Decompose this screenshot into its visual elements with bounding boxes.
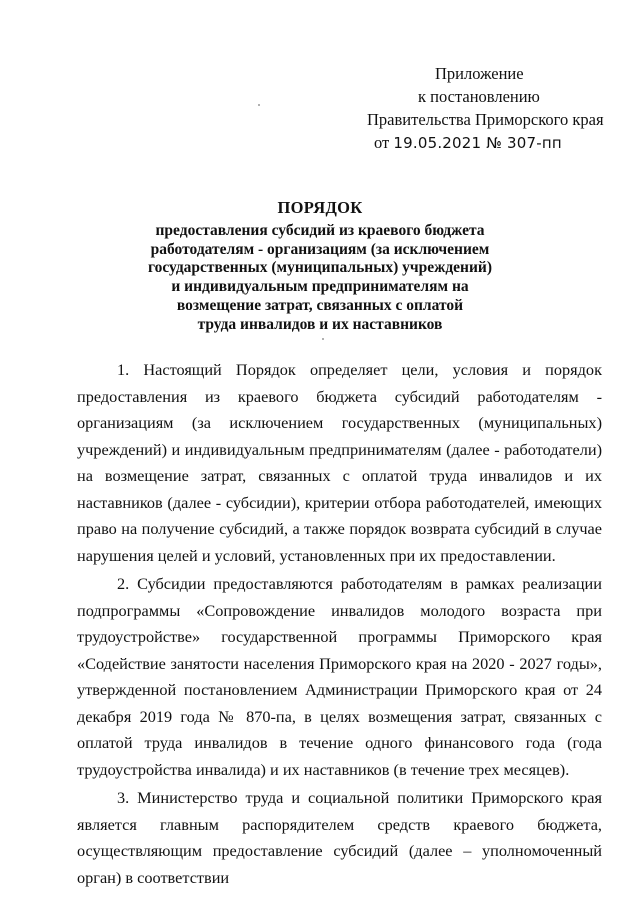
subtitle-line: государственных (муниципальных) учреждений) [147,259,493,277]
scan-speck [322,338,324,340]
document-subtitle [0,222,640,334]
document-title: ПОРЯДОК [277,198,363,217]
paragraph-1: 1. Настоящий Порядок определяет цели, условия и порядок предоставления из краевого бюджета субсидий работодателям - организациям (за исключением государственных (муниципальных) учреждений) и индивидуальным предпринимателям (далее - работодатели) на возмещение затрат, связанных с оплатой труда инвалидов и их наставников (далее - субсидии), критерии отбора работодателей, имеющих право на получение субсидий, а также порядок возврата субсидий в случае нарушения целей и условий, установленных при их предоставлении. [77,360,602,565]
appendix-label: Приложение [435,64,524,83]
subtitle-line: и индивидуальным предпринимателям на [171,278,469,296]
appendix-header [360,62,604,155]
subtitle-line: предоставления субсидий из краевого бюджета [155,222,485,239]
appendix-reference: к постановлению [418,87,540,106]
appendix-date-line [360,131,600,155]
subtitle-line: работодателям - организациям (за исключением [150,240,490,258]
date-prefix: от [374,133,390,152]
date-number-stamp: 19.05.2021 № 307-пп [393,134,562,152]
appendix-issuer: Правительства Приморского края [367,110,604,129]
scan-speck [258,104,260,106]
paragraph-2: 2. Субсидии предоставляются работодателям в рамках реализации подпрограммы «Сопровождение инвалидов молодого возраста при трудоустройстве» государственной программы Приморского края «Содействие занятости населения Приморского края на 2020 - 2027 годы», утвержденной постановлением Администрации Приморского края от 24 декабря 2019 года № 870-па, в целях возмещения затрат, связанных с оплатой труда инвалидов в течение одного финансового года (года трудоустройства инвалида) и их наставников (в течение трех месяцев). [77,574,602,779]
paragraph-3: 3. Министерство труда и социальной политики Приморского края является главным распорядителем средств краевого бюджета, осуществляющим предоставление субсидий (далее – уполномоченный орган) в соответствии [77,788,602,887]
subtitle-line: возмещение затрат, связанных с оплатой [176,296,464,314]
subtitle-line: труда инвалидов и их наставников [197,315,443,333]
document-body [77,357,602,891]
